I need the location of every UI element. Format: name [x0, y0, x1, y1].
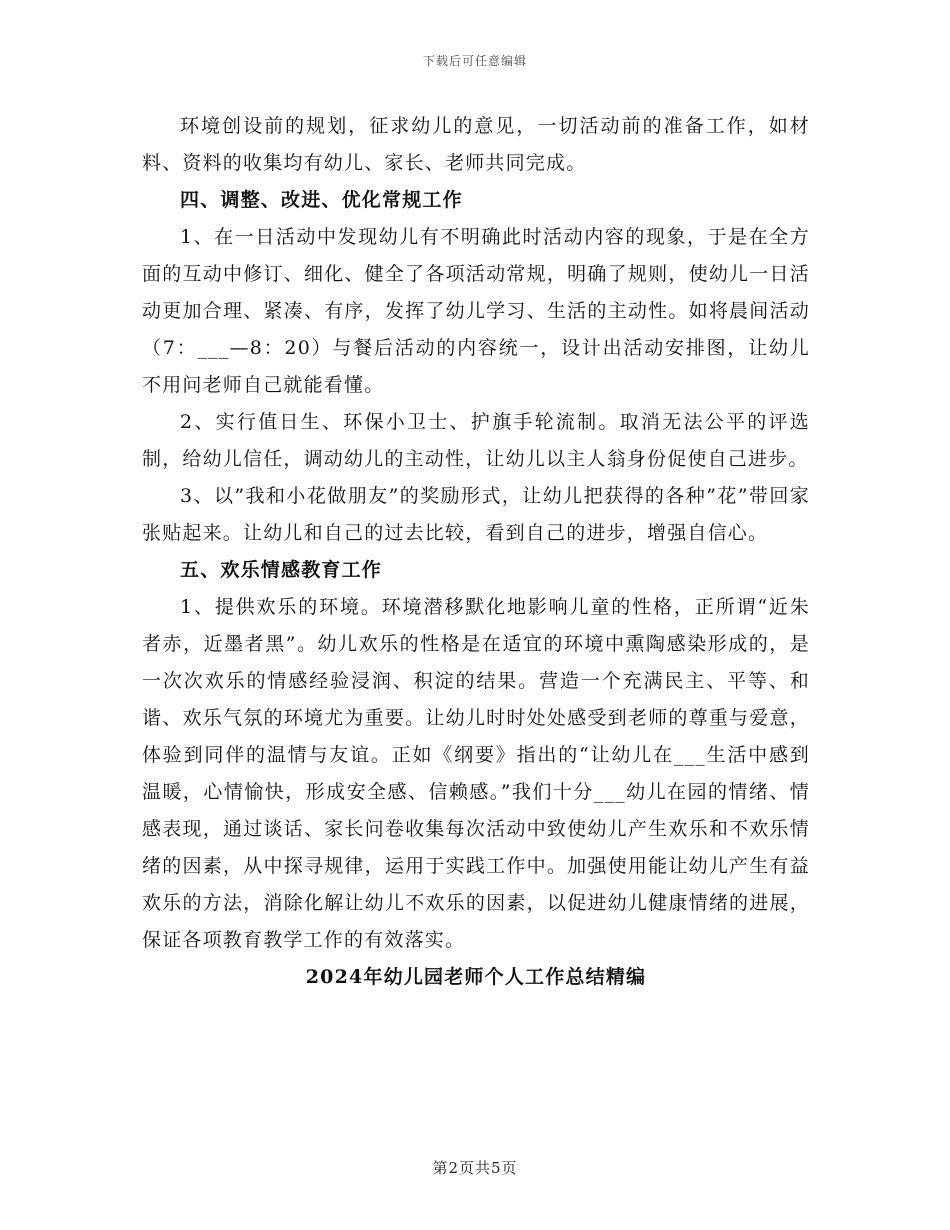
- next-document-title: 2024年幼儿园老师个人工作总结精编: [305, 966, 647, 988]
- header-note: 下载后可任意编辑: [422, 54, 527, 68]
- paragraph-4-1: 1、在一日活动中发现幼儿有不明确此时活动内容的现象，于是在全方面的互动中修订、细化、健全了各项活动常规，明确了规则，使幼儿一日活动更加合理、紧凑、有序，发挥了幼儿学习、生活的主动性。如将晨间活动（7：___—8：20）与餐后活动的内容统一，设计出活动安排图，让幼儿不用问老师自己就能看懂。: [142, 226, 810, 396]
- paragraph-environment-planning: 环境创设前的规划，征求幼儿的意见，一切活动前的准备工作，如材料、资料的收集均有幼儿、家长、老师共同完成。: [142, 115, 810, 174]
- page-footer: 第2页共5页: [432, 1159, 518, 1177]
- section-heading-4: 四、调整、改进、优化常规工作: [180, 189, 463, 211]
- paragraph-4-2: 2、实行值日生、环保小卫士、护旗手轮流制。取消无法公平的评选制，给幼儿信任，调动幼儿的主动性，让幼儿以主人翁身份促使自己进步。: [142, 411, 810, 470]
- document-body: [142, 108, 810, 996]
- paragraph-4-3: 3、以”我和小花做朋友”的奖励形式，让幼儿把获得的各种”花”带回家张贴起来。让幼儿和自己的过去比较，看到自己的进步，增强自信心。: [142, 485, 810, 544]
- paragraph-5-1: 1、提供欢乐的环境。环境潜移默化地影响儿童的性格，正所谓“近朱者赤，近墨者黑”。幼儿欢乐的性格是在适宜的环境中熏陶感染形成的，是一次次欢乐的情感经验浸润、积淀的结果。营造一个充满民主、平等、和谐、欢乐气氛的环境尤为重要。让幼儿时时处处感受到老师的尊重与爱意，体验到同伴的温情与友谊。正如《纲要》指出的“让幼儿在___生活中感到温暖，心情愉快，形成安全感、信赖感。”我们十分___幼儿在园的情绪、情感表现，通过谈话、家长问卷收集每次活动中致使幼儿产生欢乐和不欢乐情绪的因素，从中探寻规律，运用于实践工作中。加强使用能让幼儿产生有益欢乐的方法，消除化解让幼儿不欢乐的因素，以促进幼儿健康情绪的进展，保证各项教育教学工作的有效落实。: [142, 596, 810, 951]
- section-heading-5: 五、欢乐情感教育工作: [180, 559, 383, 581]
